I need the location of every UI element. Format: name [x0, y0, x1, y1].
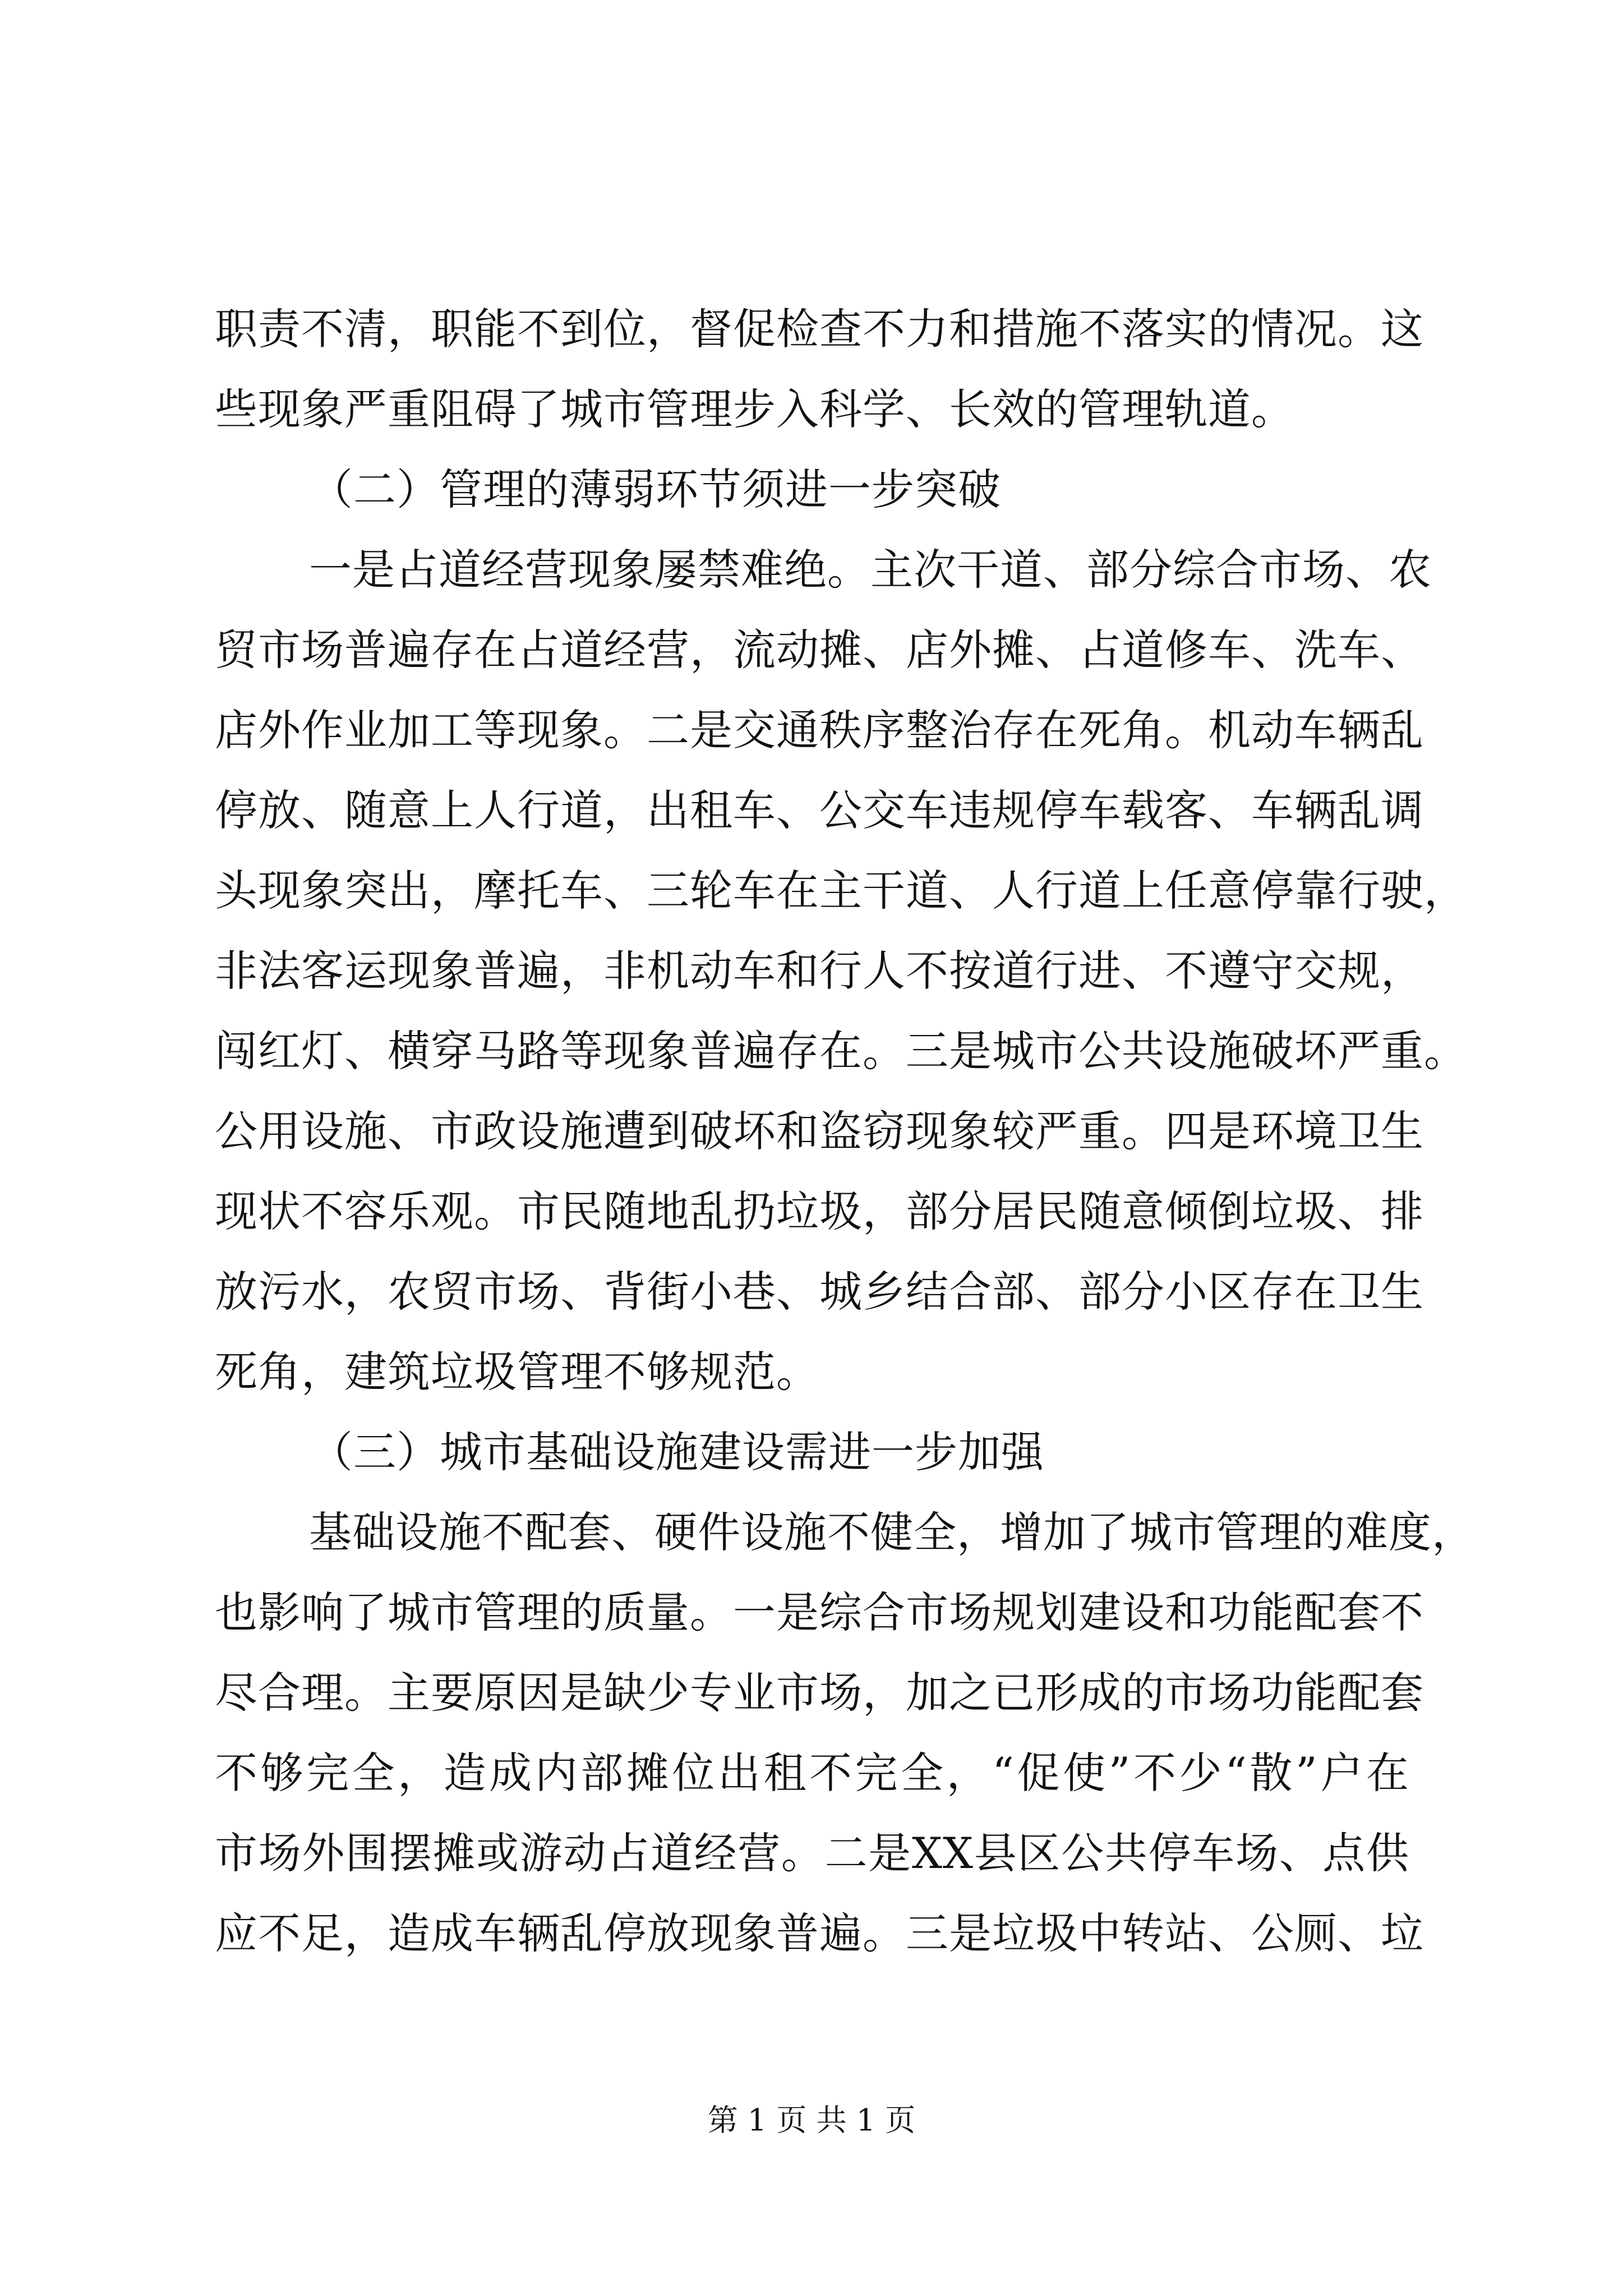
page-number-label: 第 1 页 共 1 页 [707, 2102, 916, 2138]
body-line: 非法客运现象普遍，非机动车和行人不按道行进、不遵守交规， [215, 946, 1424, 996]
body-line: 放污水，农贸市场、背街小巷、城乡结合部、部分小区存在卫生 [215, 1267, 1424, 1317]
body-line: 店外作业加工等现象。二是交通秩序整治存在死角。机动车辆乱 [215, 705, 1424, 755]
body-line: 现状不容乐观。市民随地乱扔垃圾，部分居民随意倾倒垃圾、排 [215, 1186, 1424, 1236]
document-body [215, 289, 1475, 1973]
body-line: 市场外围摆摊或游动占道经营。二是XX县区公共停车场、点供 [215, 1828, 1409, 1878]
body-line: 职责不清，职能不到位，督促检查不力和措施不落实的情况。这 [215, 304, 1424, 354]
body-line: 不够完全，造成内部摊位出租不完全，“促使”不少“散”户在 [215, 1748, 1409, 1798]
body-line: 基础设施不配套、硬件设施不健全，增加了城市管理的难度， [309, 1507, 1475, 1557]
body-line: 死角，建筑垃圾管理不够规范。 [215, 1347, 819, 1397]
body-line: 尽合理。主要原因是缺少专业市场，加之已形成的市场功能配套 [215, 1668, 1424, 1718]
body-line: 贸市场普遍存在占道经营，流动摊、店外摊、占道修车、洗车、 [215, 625, 1424, 675]
body-line: 头现象突出，摩托车、三轮车在主干道、人行道上任意停靠行驶， [215, 866, 1467, 915]
body-line: 停放、随意上人行道，出租车、公交车违规停车载客、车辆乱调 [215, 785, 1424, 835]
body-line: 一是占道经营现象屡禁难绝。主次干道、部分综合市场、农 [309, 545, 1432, 595]
section-heading: （三）城市基础设施建设需进一步加强 [310, 1427, 1044, 1477]
body-line: 些现象严重阻碍了城市管理步入科学、长效的管理轨道。 [215, 384, 1294, 434]
body-line: 公用设施、市政设施遭到破坏和盗窃现象较严重。四是环境卫生 [215, 1106, 1424, 1156]
body-line: 闯红灯、横穿马路等现象普遍存在。三是城市公共设施破坏严重。 [215, 1026, 1467, 1076]
body-line: 也影响了城市管理的质量。一是综合市场规划建设和功能配套不 [215, 1588, 1424, 1637]
section-heading: （二）管理的薄弱环节须进一步突破 [310, 464, 1001, 514]
body-line: 应不足，造成车辆乱停放现象普遍。三是垃圾中转站、公厕、垃 [215, 1908, 1424, 1958]
page-footer [0, 2101, 1623, 2140]
